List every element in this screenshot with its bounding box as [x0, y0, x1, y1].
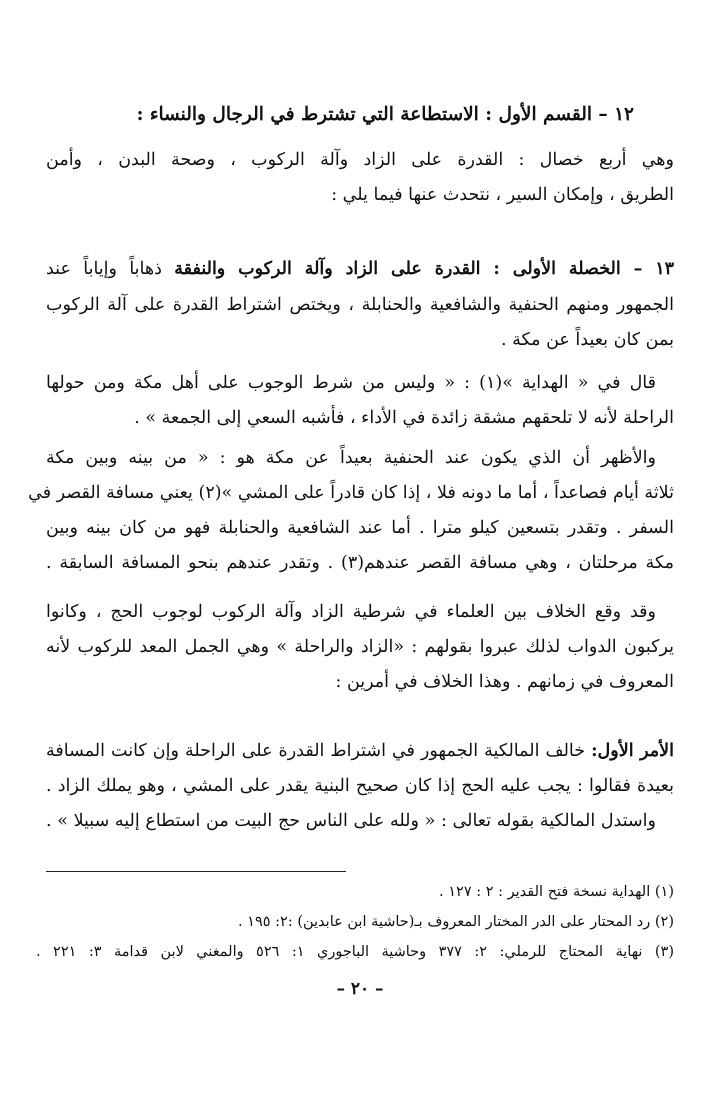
azhar-line-1: والأظهر أن الذي يكون عند الحنفية بعيداً عن مكة هو : « من بينه وبين مكة: [46, 448, 656, 468]
azhar-line-2: ثلاثة أيام فصاعداً ، أما ما دونه فلا ، إذا كان قادراً على المشي »(٢) يعني مسافة القصر في: [28, 483, 674, 503]
section-13-heading: ١٣ – الخصلة الأولى : القدرة على الزاد وآلة الركوب والنفقة: [174, 259, 675, 279]
khilaf-line-1: وقد وقع الخلاف بين العلماء في شرطية الزاد وآلة الركوب لوجوب الحج ، وكانوا: [46, 602, 656, 622]
amr-heading: الأمر الأول:: [591, 741, 674, 761]
azhar-line-4: مكة مرحلتان ، وهي مسافة القصر عندهم(٣) . وتقدر عندهم بنحو المسافة السابقة .: [46, 553, 674, 573]
azhar-line-3: السفر . وتقدر بتسعين كيلو مترا . أما عند الشافعية والحنابلة فهو من كان بينه وبين: [46, 518, 674, 538]
khilaf-line-2: يركبون الدواب لذلك عبروا بقولهم : «الزاد والراحلة » وهي الجمل المعد للركوب لأنه: [46, 637, 674, 657]
amr-line-3: واستدل المالكية بقوله تعالى : « ولله على الناس حج البيت من استطاع إليه سبيلا » .: [46, 811, 656, 831]
hidaya-quote-line-1: قال في « الهداية »(١) : « وليس من شرط الوجوب على أهل مكة ومن حولها: [46, 373, 656, 393]
footnote-2: (٢) رد المحتار على الدر المختار المعروف بـ(حاشية ابن عابدين) :٢: ١٩٥ .: [237, 914, 674, 930]
khilaf-line-3: المعروف في زمانهم . وهذا الخلاف في أمرين :: [335, 672, 674, 692]
hidaya-quote-line-2: الراحلة لأنه لا تلحقهم مشقة زائدة في الأداء ، فأشبه السعي إلى الجمعة » .: [134, 408, 674, 428]
amr-line-1: [46, 737, 674, 765]
page-number: – ٢٠ –: [336, 979, 384, 999]
amr-line-2: بعيدة فقالوا : يجب عليه الحج إذا كان صحيح البنية يقدر على المشي ، وهو يملك الزاد .: [46, 776, 674, 796]
footnote-3: (٣) نهاية المحتاج للرملي: ٢: ٣٧٧ وحاشية الباجوري ١: ٥٢٦ والمغني لابن قدامة ٣: ٢٢١ .: [36, 944, 675, 960]
amr-line-1-rest: خالف المالكية الجمهور في اشتراط القدرة على الراحلة وإن كانت المسافة: [46, 741, 586, 761]
section-13-line-2: الجمهور ومنهم الحنفية والشافعية والحنابلة ، ويختص اشتراط القدرة على آلة الركوب: [46, 295, 674, 315]
section-13-line-1-rest: ذهاباً وإياباً عند: [46, 259, 162, 279]
section-12-line-2: الطريق ، وإمكان السير ، نتحدث عنها فيما يلي :: [331, 185, 674, 205]
footnote-1: (١) الهداية نسخة فتح القدير : ٢ : ١٢٧ .: [439, 884, 674, 900]
footnote-divider: [46, 871, 346, 872]
section-13-line-1: [46, 255, 674, 283]
section-13-line-3: بمن كان بعيداً عن مكة .: [500, 330, 674, 350]
section-12-heading: ١٢ – القسم الأول : الاستطاعة التي تشترط في الرجال والنساء :: [136, 104, 634, 125]
section-12-line-1: وهي أربع خصال : القدرة على الزاد وآلة الركوب ، وصحة البدن ، وأمن: [46, 150, 674, 170]
